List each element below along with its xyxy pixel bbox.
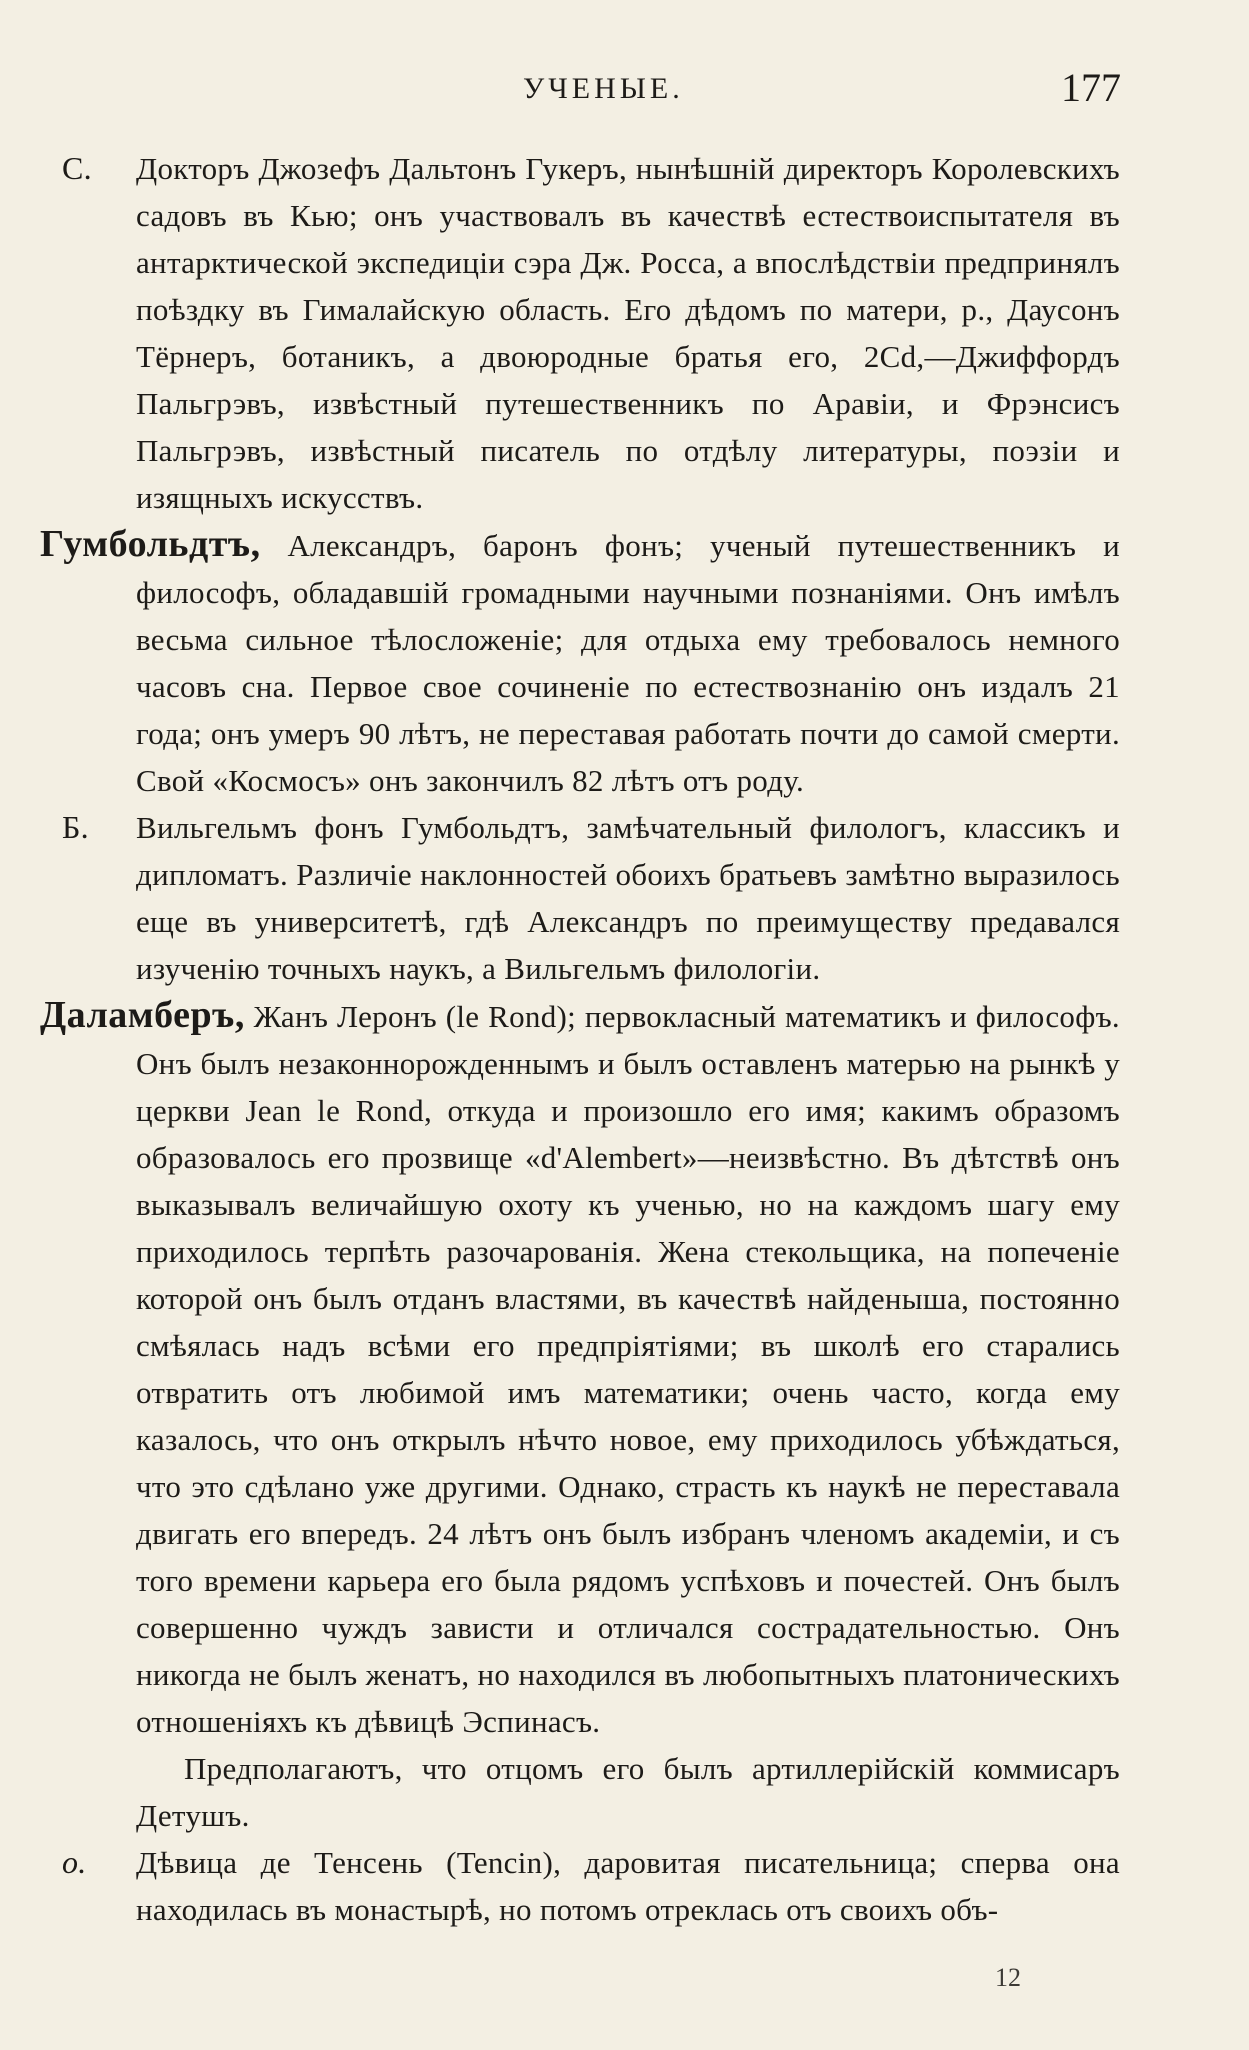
entry-text: Докторъ Джозефъ Дальтонъ Гукеръ, нынѣшній директоръ Королевскихъ садовъ въ Кью; онъ участвовалъ въ качествѣ естествоиспытателя въ антарктической экспедиціи сэра Дж. Росса, а впослѣдствіи предпринялъ поѣздку въ Гималайскую область. Его дѣдомъ по матери, р., Даусонъ Тёрнеръ, ботаникъ, а двоюродные братья его, 2Cd,—Джиффордъ Пальгрэвъ, извѣстный путешественникъ по Аравіи, и Фрэнсисъ Пальгрэвъ, извѣстный писатель по отдѣлу литературы, поэзіи и изящныхъ искусствъ. [136, 151, 1120, 515]
entry-text: Вильгельмъ фонъ Гумбольдтъ, замѣчательный филологъ, классикъ и дипломатъ. Различіе наклонностей обоихъ братьевъ замѣтно выразилось еще въ университетѣ, гдѣ Александръ по преимуществу предавался изученію точныхъ наукъ, а Вильгельмъ филологіи. [136, 810, 1120, 986]
entry-continuation: Предполагаютъ, что отцомъ его былъ артиллерійскій коммисаръ Детушъ. [136, 1751, 1120, 1833]
entry-humboldt-alexander [40, 521, 1120, 804]
entry-text: Жанъ Леронъ (le Rond); первокласный математикъ и философъ. Онъ былъ незаконнорожденнымъ и былъ оставленъ матерью на рынкѣ у церкви Jean le Rond, откуда и произошло его имя; какимъ образомъ образовалось его прозвище «d'Alembert»—неизвѣстно. Въ дѣтствѣ онъ выказывалъ величайшую охоту къ ученью, но на каждомъ шагу ему приходилось терпѣть разочарованія. Жена стекольщика, на попеченіе которой онъ былъ отданъ властями, въ качествѣ найденыша, постоянно смѣялась надъ всѣми его предпріятіями; въ школѣ его старались отвратить отъ любимой имъ математики; очень часто, когда ему казалось, что онъ открылъ нѣчто новое, ему приходилось убѣждаться, что это сдѣлано уже другими. Однако, страсть къ наукѣ не переставала двигать его впередъ. 24 лѣтъ онъ былъ избранъ членомъ академіи, и съ того времени карьера его была рядомъ успѣховъ и почестей. Онъ былъ совершенно чуждъ зависти и отличался сострадательностью. Онъ никогда не былъ женатъ, но находился въ любопытныхъ платоническихъ отношеніяхъ къ дѣвицѣ Эспинасъ. [136, 999, 1120, 1739]
entry-hooker [40, 145, 1120, 521]
entry-dalembert [40, 992, 1120, 1839]
entry-humboldt-wilhelm [40, 804, 1120, 992]
entry-headword: Гумбольдтъ, [40, 523, 261, 565]
entry-text: Александръ, баронъ фонъ; ученый путешественникъ и философъ, обладавшій громадными научными познаніями. Онъ имѣлъ весьма сильное тѣлосложеніе; для отдыха ему требовалось немного часовъ сна. Первое свое сочиненіе по естествознанію онъ издалъ 21 года; онъ умеръ 90 лѣтъ, не переставая работать почти до самой смерти. Свой «Космосъ» онъ закончилъ 82 лѣтъ отъ роду. [136, 528, 1120, 798]
page-number: 177 [1061, 65, 1121, 110]
running-head-title: УЧЕНЫЕ. [523, 72, 684, 105]
entry-headword: Даламберъ, [40, 994, 245, 1036]
entry-tencin [40, 1839, 1120, 1933]
signature-mark: 12 [995, 1963, 1021, 1992]
entry-text: Дѣвица де Тенсень (Tencin), даровитая писательница; сперва она находилась въ монастырѣ, но потомъ отреклась отъ своихъ объ- [136, 1845, 1120, 1927]
entry-marker: С. [62, 150, 92, 186]
running-head [0, 65, 1249, 114]
page-body [40, 145, 1120, 1933]
entry-marker: Б. [62, 809, 89, 845]
entry-marker: о. [62, 1844, 87, 1880]
